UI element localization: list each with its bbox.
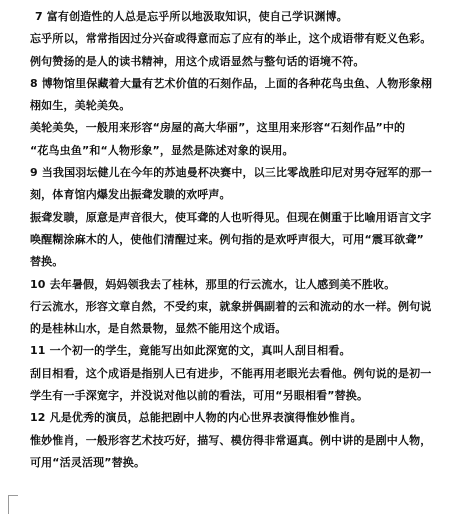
text-line: 惟妙惟肖，一般形容艺术技巧好，描写、模仿得非常逼真。例中讲的是剧中人物， <box>30 433 432 447</box>
text-line: 栩如生，美轮美奂。 <box>30 99 131 113</box>
text-line: 7 富有创造性的人总是忘乎所以地汲取知识，使自己学识渊博。 <box>35 10 348 23</box>
text-line: 刻，体育馆内爆发出振聋发聩的欢呼声。 <box>30 188 231 202</box>
text-line: 行云流水，形容文章自然，不受约束，就象拼偶副着的云和流动的水一样。例句说 <box>30 299 432 313</box>
text-line: 8 博物馆里保藏着大量有艺术价值的石刻作品，上面的各种花鸟虫鱼、人物形象栩 <box>30 76 433 90</box>
text-line: 可用“活灵活现”替换。 <box>30 455 146 469</box>
text-line: 12 凡是优秀的演员，总能把剧中人物的内心世界表演得惟妙惟肖。 <box>30 411 362 425</box>
text-line: 10 去年暑假，妈妈领我去了桂林，那里的行云流水，让人感到美不胜收。 <box>30 277 396 291</box>
text-line: 美轮美奂，一般用来形容“房屋的高大华丽”，这里用来形容“石刻作品”中的 <box>30 121 406 135</box>
text-line: 替换。 <box>30 255 64 269</box>
document-body <box>30 6 448 474</box>
text-line: 刮目相看，这个成语是指别人已有进步，不能再用老眼光去看他。例句说的是初一 <box>30 366 432 380</box>
text-line: 的是桂林山水，是自然景物，显然不能用这个成语。 <box>30 322 287 336</box>
text-line: 例句赞扬的是人的读书精神，用这个成语显然与整句话的语境不符。 <box>30 54 365 68</box>
text-line: 唤醒糊涂麻木的人，使他们清醒过来。例句指的是欢呼声很大，可用“震耳欲聋” <box>30 232 424 246</box>
text-line: 学生有一手深宽字，并没说对他以前的看法，可用“另眼相看”替换。 <box>30 389 369 403</box>
text-line: 9 当我国羽坛健儿在今年的苏迪曼杯决赛中，以三比零战胜印尼对男夺冠军的那一 <box>30 166 433 180</box>
text-line: 振聋发聩，原意是声音很大，使耳聋的人也听得见。但现在侧重于比喻用语言文字 <box>30 210 432 224</box>
text-line: 11 一个初一的学生，竟能写出如此深宽的文，真叫人刮目相看。 <box>30 344 351 358</box>
text-line: 忘乎所以，常常指因过分兴奋或得意而忘了应有的举止，这个成语带有贬义色彩。 <box>30 32 432 46</box>
text-line: “花鸟虫鱼”和“人物形象”，显然是陈述对象的误用。 <box>30 143 294 157</box>
page-margin-corner-mark <box>8 495 18 514</box>
